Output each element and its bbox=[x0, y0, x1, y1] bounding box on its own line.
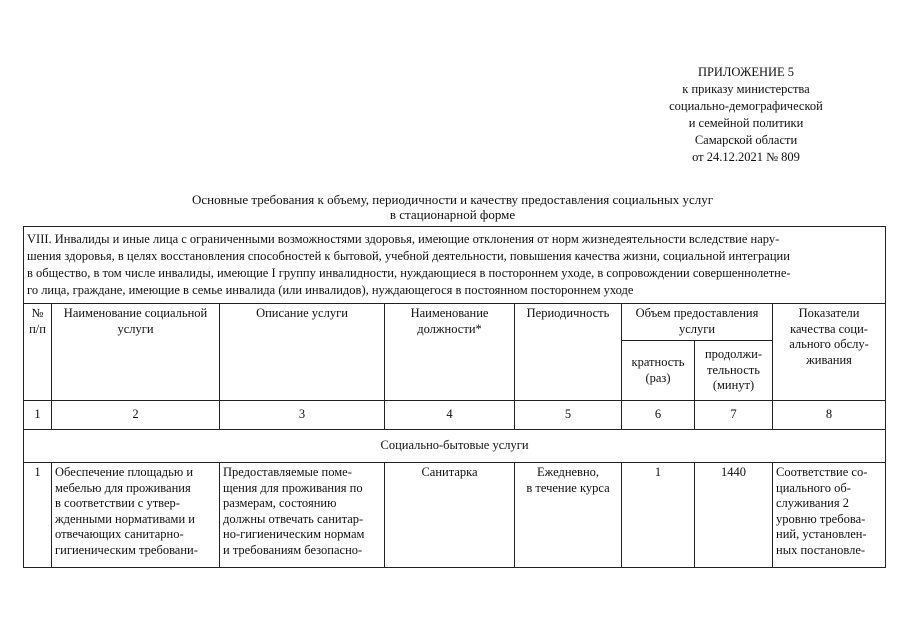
cell-line: Предоставляемые поме- bbox=[223, 465, 352, 479]
cell-line: циального об- bbox=[776, 480, 851, 495]
cell-line: ных постановле- bbox=[776, 542, 866, 557]
annex-line: к приказу министерства bbox=[682, 82, 810, 96]
cell-line: в соответствии с утвер- bbox=[55, 496, 180, 510]
category-line: VIII. Инвалиды и иные лица с ограниченными возможностями здоровья, имеющие отклонения от норм жизнедеятельности вследствие нару- bbox=[27, 232, 780, 246]
row-periodicity bbox=[515, 463, 622, 568]
category-line: в общество, в том числе инвалиды, имеющие I группу инвалидности, нуждающиеся в постороннем уходе, в сопровождении совершеннолетне- bbox=[27, 266, 791, 280]
cell-line: служивания 2 bbox=[776, 496, 849, 510]
annex-line: Самарской области bbox=[694, 133, 798, 147]
section-heading: Социально-бытовые услуги bbox=[24, 430, 886, 463]
row-times: 1 bbox=[622, 463, 695, 568]
document-title-line: в стационарной форме bbox=[389, 207, 516, 222]
cell-line: жденными нормативами и bbox=[55, 511, 195, 526]
header-quality: Показатели качества соци-ального обслу-живания bbox=[773, 304, 886, 401]
cell-line: мебелью для проживания bbox=[55, 480, 191, 495]
row-quality bbox=[773, 463, 886, 568]
annex-line: социально-демографической bbox=[669, 99, 823, 113]
column-number: 8 bbox=[773, 401, 886, 430]
header-times: кратность (раз) bbox=[622, 341, 695, 401]
row-service-description bbox=[220, 463, 385, 568]
annex-title: ПРИЛОЖЕНИЕ 5 bbox=[697, 65, 795, 79]
header-name: Наименование социальной услуги bbox=[52, 304, 220, 401]
column-number: 7 bbox=[695, 401, 773, 430]
requirements-table bbox=[23, 226, 886, 568]
column-number: 4 bbox=[385, 401, 515, 430]
column-number: 5 bbox=[515, 401, 622, 430]
header-position: Наименование должности* bbox=[385, 304, 515, 401]
header-num: № п/п bbox=[24, 304, 52, 401]
cell-line: Обеспечение площадью и bbox=[55, 465, 194, 479]
column-number: 1 bbox=[24, 401, 52, 430]
category-description bbox=[24, 227, 886, 304]
cell-line: должны отвечать санитар- bbox=[223, 511, 364, 526]
row-position: Санитарка bbox=[385, 463, 515, 568]
header-duration: продолжи-тельность (минут) bbox=[695, 341, 773, 401]
cell-line: в течение курса bbox=[526, 480, 610, 495]
column-number: 3 bbox=[220, 401, 385, 430]
row-service-name bbox=[52, 463, 220, 568]
cell-line: отвечающих санитарно- bbox=[55, 527, 184, 541]
category-line: шения здоровья, в целях восстановления способностей к бытовой, учебной деятельности, повышения качества жизни, социальной интеграции bbox=[27, 249, 790, 263]
cell-line: гигиеническим требовани- bbox=[55, 542, 198, 557]
cell-line: Соответствие со- bbox=[776, 465, 868, 479]
cell-line: и требованиям безопасно- bbox=[223, 542, 363, 557]
row-num: 1 bbox=[24, 463, 52, 568]
header-volume: Объем предоставления услуги bbox=[622, 304, 773, 341]
annex-header bbox=[636, 64, 856, 166]
header-description: Описание услуги bbox=[220, 304, 385, 401]
annex-line: и семейной политики bbox=[688, 116, 804, 130]
column-number: 6 bbox=[622, 401, 695, 430]
column-number: 2 bbox=[52, 401, 220, 430]
document-title bbox=[40, 192, 865, 222]
table-row bbox=[24, 463, 886, 568]
cell-line: щения для проживания по bbox=[223, 480, 363, 495]
cell-line: Ежедневно, bbox=[536, 465, 600, 479]
row-duration: 1440 bbox=[695, 463, 773, 568]
cell-line: размерам, состоянию bbox=[223, 496, 337, 510]
annex-date: от 24.12.2021 № 809 bbox=[692, 150, 800, 164]
cell-line: уровню требова- bbox=[776, 511, 866, 526]
cell-line: ний, установлен- bbox=[776, 527, 867, 541]
cell-line: но-гигиеническим нормам bbox=[223, 527, 365, 541]
category-line: го лица, граждане, имеющие в семье инвалида (или инвалидов), нуждающегося в постоянном постороннем уходе bbox=[27, 283, 634, 297]
header-periodicity: Периодичность bbox=[515, 304, 622, 401]
document-title-line: Основные требования к объему, периодичности и качеству предоставления социальных услуг bbox=[191, 192, 714, 207]
